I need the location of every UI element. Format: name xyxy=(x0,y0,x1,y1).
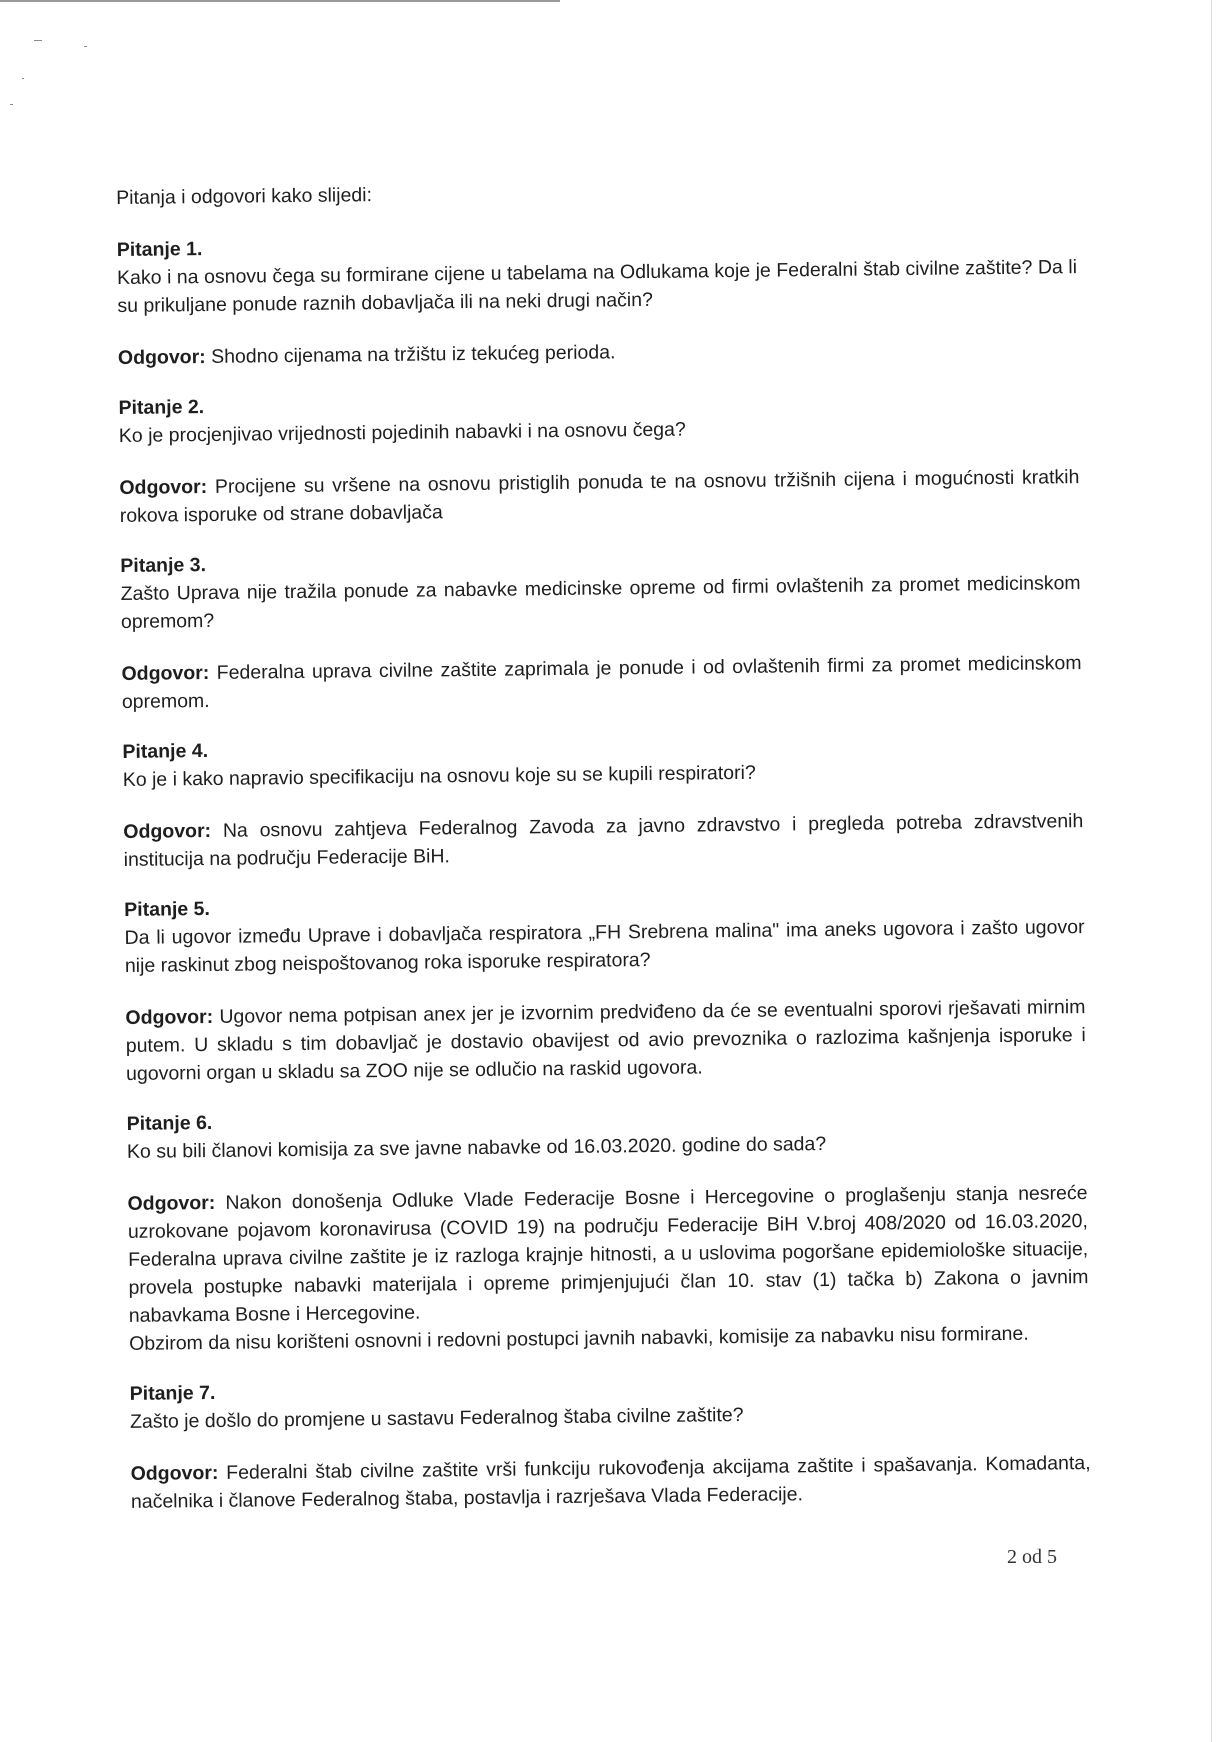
answer-text: Na osnovu zahtjeva Federalnog Zavoda za javno zdravstvo i pregleda potreba zdravstvenih institucija na području Federacije BiH. xyxy=(123,810,1084,871)
question-text: Zašto Uprava nije tražila ponude za nabavke medicinske opreme od firmi ovlaštenih za promet medicinskom opremom? xyxy=(120,572,1081,633)
scan-page-edge xyxy=(1211,0,1212,1742)
question-text: Ko je procjenjivao vrijednosti pojedinih nabavki i na osnovu čega? xyxy=(118,418,686,447)
answer-text: Federalna uprava civilne zaštite zaprimala je ponude i od ovlaštenih firmi za promet medicinskom opremom. xyxy=(121,652,1082,713)
scan-speck xyxy=(84,46,87,47)
scan-edge-line xyxy=(0,0,560,2)
question-text: Kako i na osnovu čega su formirane cijene u tabelama na Odlukama koje je Federalni štab civilne zaštite? Da li su prikuljane ponude raznih dobavljača ili na neki drugi način? xyxy=(116,256,1078,317)
question-text: Da li ugovor između Uprave i dobavljača respiratora „FH Srebrena malina" ima aneks ugovora i zašto ugovor nije raskinut zbog neispoštovanog roka isporuke respiratora? xyxy=(124,916,1085,977)
answer-text: Nakon donošenja Odluke Vlade Federacije Bosne i Hercegovine o proglašenju stanja nesreće uzrokovane pojavom koronavirusa (COVID 19) na području Federacije BiH V.broj 408/2020 od 16.03.2020, Federalna uprava civilne zaštite je iz razloga krajnje hitnosti, a u uslovima pogoršane epidemiološke situacije, provela postupke nabavki materijala i opreme primjenjujući član 10. stav (1) tačka b) Zakona o javnim nabavkama Bosne i Hercegovine. xyxy=(127,1182,1089,1327)
qa-item-7 xyxy=(130,1369,1091,1516)
answer-block xyxy=(127,1179,1089,1330)
answer-block xyxy=(119,463,1080,530)
question-label: Pitanje 1. xyxy=(116,238,203,261)
qa-item-5 xyxy=(124,885,1086,1088)
answer-block xyxy=(118,333,1078,372)
answer-block xyxy=(123,807,1084,874)
answer-label: Odgovor: xyxy=(125,1005,214,1029)
scan-speck xyxy=(10,104,13,105)
answer-text: Shodno cijenama na tržištu iz tekućeg perioda. xyxy=(211,341,616,368)
scan-speck xyxy=(22,78,24,79)
document-body xyxy=(116,173,1091,1538)
question-label: Pitanje 3. xyxy=(120,554,207,577)
question-text: Zašto je došlo do promjene u sastavu Federalnog štaba civilne zaštite? xyxy=(129,1403,744,1433)
answer-text: Ugovor nema potpisan anex jer je izvornim predviđeno da će se eventualni sporovi rješavati mirnim putem. U skladu s tim dobavljač je dostavio obavijest od avio prevoznika o razlozima kašnjenja isporuke i ugovorni organ u skladu sa ZOO nije se odlučio na raskid ugovora. xyxy=(125,996,1086,1085)
qa-item-6 xyxy=(127,1099,1090,1358)
answer-block xyxy=(130,1449,1091,1516)
question-label: Pitanje 7. xyxy=(129,1381,216,1405)
answer-label: Odgovor: xyxy=(121,661,210,685)
question-label: Pitanje 6. xyxy=(126,1111,213,1135)
question-label: Pitanje 5. xyxy=(124,897,210,921)
qa-item-4 xyxy=(122,727,1083,874)
qa-item-3 xyxy=(120,541,1082,716)
intro-text: Pitanja i odgovori kako slijedi: xyxy=(116,184,373,209)
answer-text: Procijene su vršene na osnovu pristiglih ponuda te na osnovu tržišnih cijena i mogućnosti kratkih rokova isporuke od strane dobavljača xyxy=(119,466,1080,527)
answer-label: Odgovor: xyxy=(130,1461,219,1485)
qa-item-2 xyxy=(118,383,1079,530)
answer-extra-text: Obzirom da nisu korišteni osnovni i redovni postupci javnih nabavki, komisije za nabavku nisu formirane. xyxy=(129,1322,1029,1355)
question-text: Ko je i kako napravio specifikaciju na osnovu koje su se kupili respiratori? xyxy=(122,761,756,791)
page-number: 2 od 5 xyxy=(1007,1546,1057,1568)
question-label: Pitanje 2. xyxy=(118,396,205,419)
answer-text: Federalni štab civilne zaštite vrši funkciju rukovođenja akcijama zaštite i spašavanja. Komadanta, načelnika i članove Federalnog štaba, postavlja i razrješava Vlada Federacije. xyxy=(130,1452,1091,1513)
answer-label: Odgovor: xyxy=(127,1191,216,1215)
answer-block xyxy=(125,993,1086,1088)
answer-label: Odgovor: xyxy=(117,345,206,369)
answer-block xyxy=(121,649,1082,716)
scan-speck xyxy=(34,40,42,41)
question-label: Pitanje 4. xyxy=(122,739,209,763)
question-text: Ko su bili članovi komisija za sve javne nabavke od 16.03.2020. godine do sada? xyxy=(126,1133,827,1163)
qa-item-1 xyxy=(117,225,1078,372)
answer-label: Odgovor: xyxy=(123,819,212,843)
answer-label: Odgovor: xyxy=(119,475,208,499)
